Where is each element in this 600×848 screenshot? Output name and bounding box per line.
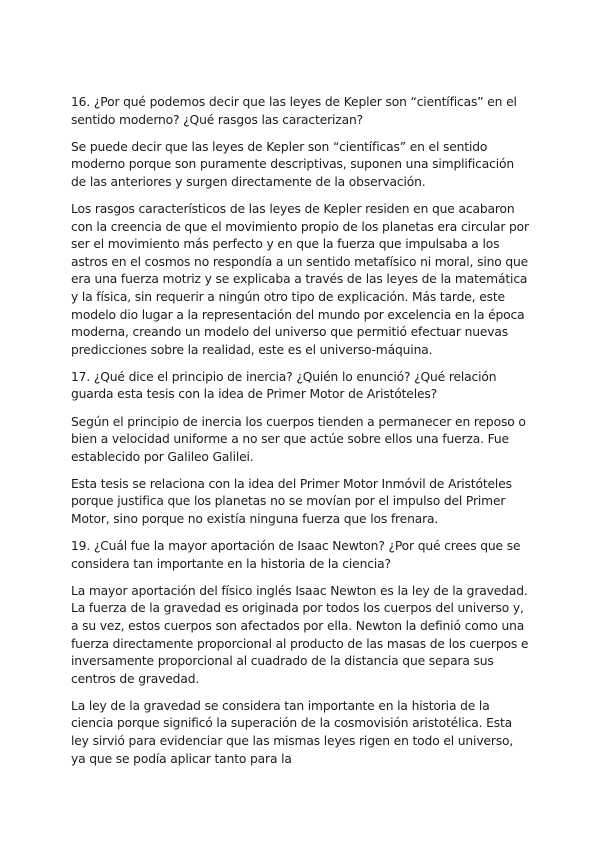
question-16: 16. ¿Por qué podemos decir que las leyes de Kepler son “científicas” en el sentido moderno? ¿Qué rasgos las caracterizan? <box>71 95 517 127</box>
answer-16-paragraph-2: Los rasgos característicos de las leyes de Kepler residen en que acabaron con la creencia de que el movimiento propio de los planetas era circular por ser el movimiento más perfecto y en que la fuerza que impulsaba a los astros en el cosmos no respondía a un sentido metafísico ni moral, sino que era una fuerza motriz y se explicaba a través de las leyes de la matemática y la física, sin requerir a ningún otro tipo de explicación. Más tarde, este modelo dio lugar a la representación del mundo por excelencia en la época moderna, creando un modelo del universo que permitió efectuar nuevas predicciones sobre la realidad, este es el universo-máquina. <box>71 201 529 357</box>
answer-17-paragraph-2: Esta tesis se relaciona con la idea del Primer Motor Inmóvil de Aristóteles porque justifica que los planetas no se movían por el impulso del Primer Motor, sino porque no existía ninguna fuerza que los frenara. <box>71 476 512 526</box>
question-19: 19. ¿Cuál fue la mayor aportación de Isaac Newton? ¿Por qué crees que se considera tan importante en la historia de la ciencia? <box>71 539 521 571</box>
answer-19-paragraph-2: La ley de la gravedad se considera tan importante en la historia de la ciencia porque significó la superación de la cosmovisión aristotélica. Esta ley sirvió para evidenciar que las mismas leyes rigen en todo el universo, ya que se podía aplicar tanto para la <box>71 698 514 766</box>
answer-19-paragraph-1: La mayor aportación del físico inglés Isaac Newton es la ley de la gravedad. La fuerza de la gravedad es originada por todos los cuerpos del universo y, a su vez, estos cuerpos son afectados por ella. Newton la definió como una fuerza directamente proporcional al producto de las masas de los cuerpos e inversamente proporcional al cuadrado de la distancia que separa sus centros de gravedad. <box>71 583 529 686</box>
question-17: 17. ¿Qué dice el principio de inercia? ¿Quién lo enunció? ¿Qué relación guarda esta tesis con la idea de Primer Motor de Aristóteles? <box>71 369 497 402</box>
answer-17-paragraph-1: Según el principio de inercia los cuerpos tienden a permanecer en reposo o bien a velocidad uniforme a no ser que actúe sobre ellos una fuerza. Fue establecido por Galileo Galilei. <box>71 414 526 464</box>
answer-16-paragraph-1: Se puede decir que las leyes de Kepler son “científicas” en el sentido moderno porque son puramente descriptivas, suponen una simplificación de las anteriores y surgen directamente de la observación. <box>71 139 514 189</box>
document-body <box>71 94 531 778</box>
